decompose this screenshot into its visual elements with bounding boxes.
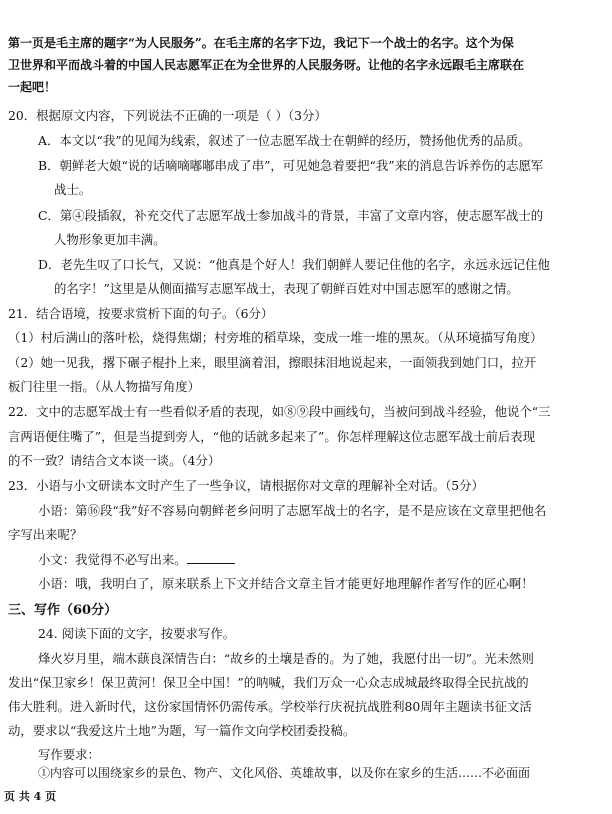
q22-line-1: 22．文中的志愿军战士有一些看似矛盾的表现，如⑧⑨段中画线句，当被问到战斗经验，他说个“三 (8, 404, 551, 419)
q23-xiaowen: 小文：我觉得不必写出来。 (38, 552, 187, 567)
q20-option-c-cont: 人物形象更加丰满。 (54, 232, 166, 247)
q20-option-a: A．本文以“我”的见闻为线索，叙述了一位志愿军战士在朝鲜的经历，赞扬他优秀的品质。 (38, 133, 531, 148)
intro-line-2: 卫世界和平而战斗着的中国人民志愿军正在为全世界的人民服务呀。让他的名字永远跟毛主席联在 (8, 58, 525, 72)
q24-material-2: 发出“保卫家乡！保卫黄河！保卫全中国！”的呐喊，我们万众一心众志成城最终取得全民抗战的 (8, 675, 529, 690)
q24-material-4: 动，要求以“我爱这片土地”为题，写一篇作文向学校团委投稿。 (8, 723, 356, 738)
intro-line-1: 第一页是毛主席的题字“为人民服务”。在毛主席的名字下边，我记下一个战士的名字。这个为保 (8, 36, 514, 50)
q21-item-2-cont: 板门往里一指。（从人物描写角度） (8, 379, 201, 394)
q20-option-c: C．第④段插叙，补充交代了志愿军战士参加战斗的背景，丰富了文章内容，使志愿军战士的 (38, 208, 544, 223)
q24-material-1: 烽火岁月里，端木蕻良深情告白：“故乡的土壤是香的。为了她，我愿付出一切”。光未然则 (38, 651, 534, 666)
answer-blank[interactable] (187, 552, 235, 564)
q24-requirement-1: ①内容可以围绕家乡的景色、物产、文化风俗、英雄故事，以及你在家乡的生活……不必面面 (38, 766, 531, 780)
q20-option-b-cont: 战士。 (54, 182, 92, 197)
q23-xiaowen-line (38, 550, 235, 568)
page-footer: 页 共 4 页 (4, 790, 57, 803)
q20-option-d-cont: 的名字！”这里是从侧面描写志愿军战士，表现了朝鲜百姓对中国志愿军的感谢之情。 (54, 281, 519, 296)
q22-line-3: 的不一致？请结合文本谈一谈。（4分） (8, 453, 221, 468)
intro-line-3: 一起吧！ (8, 80, 57, 94)
q23-xiaoyu-1-cont: 字写出来呢？ (8, 527, 83, 542)
q24-material-3: 伟大胜利。进入新时代，这份家国情怀仍需传承。学校举行庆祝抗战胜利80周年主题读书征文活 (8, 699, 532, 714)
section-writing-title: 三、写作（60分） (8, 603, 118, 618)
q21-stem: 21．结合语境，按要求赏析下面的句子。（6分） (8, 306, 274, 321)
q23-stem: 23．小语与小文研读本文时产生了一些争议，请根据你对文章的理解补全对话。（5分） (8, 478, 484, 493)
q20-option-d: D．老先生叹了口长气，又说：“他真是个好人！我们朝鲜人要记住他的名字，永远永远记住他 (38, 257, 550, 272)
q21-item-2: （2）她一见我，撂下碾子棍扑上来，眼里滴着泪，擦眼抹泪地说起来，一面领我到她门口，拉开 (8, 355, 537, 370)
q24-stem: 24. 阅读下面的文字，按要求写作。 (38, 626, 236, 641)
q20-option-b: B．朝鲜老大娘“说的话嘀嘀嘟嘟串成了串”，可见她急着要把“我”来的消息告诉养伤的志愿军 (38, 158, 544, 173)
q21-item-1: （1）村后满山的落叶松，烧得焦煳；村旁堆的稻草垛，变成一堆一堆的黑灰。（从环境描写角度） (8, 330, 543, 345)
q23-xiaoyu-2: 小语：哦，我明白了，原来联系上下文并结合文章主旨才能更好地理解作者写作的匠心啊！ (38, 576, 534, 591)
q23-xiaoyu-1: 小语：第⑯段“我”好不容易向朝鲜老乡问明了志愿军战士的名字，是不是应该在文章里把他名 (38, 503, 547, 518)
q20-stem: 20．根据原文内容，下列说法不正确的一项是（ ）（3分） (8, 108, 327, 123)
q22-line-2: 言两语便住嘴了”，但是当提到旁人，“他的话就多起来了”。你怎样理解这位志愿军战士前后表现 (8, 429, 536, 444)
q24-requirements-title: 写作要求： (38, 747, 100, 762)
